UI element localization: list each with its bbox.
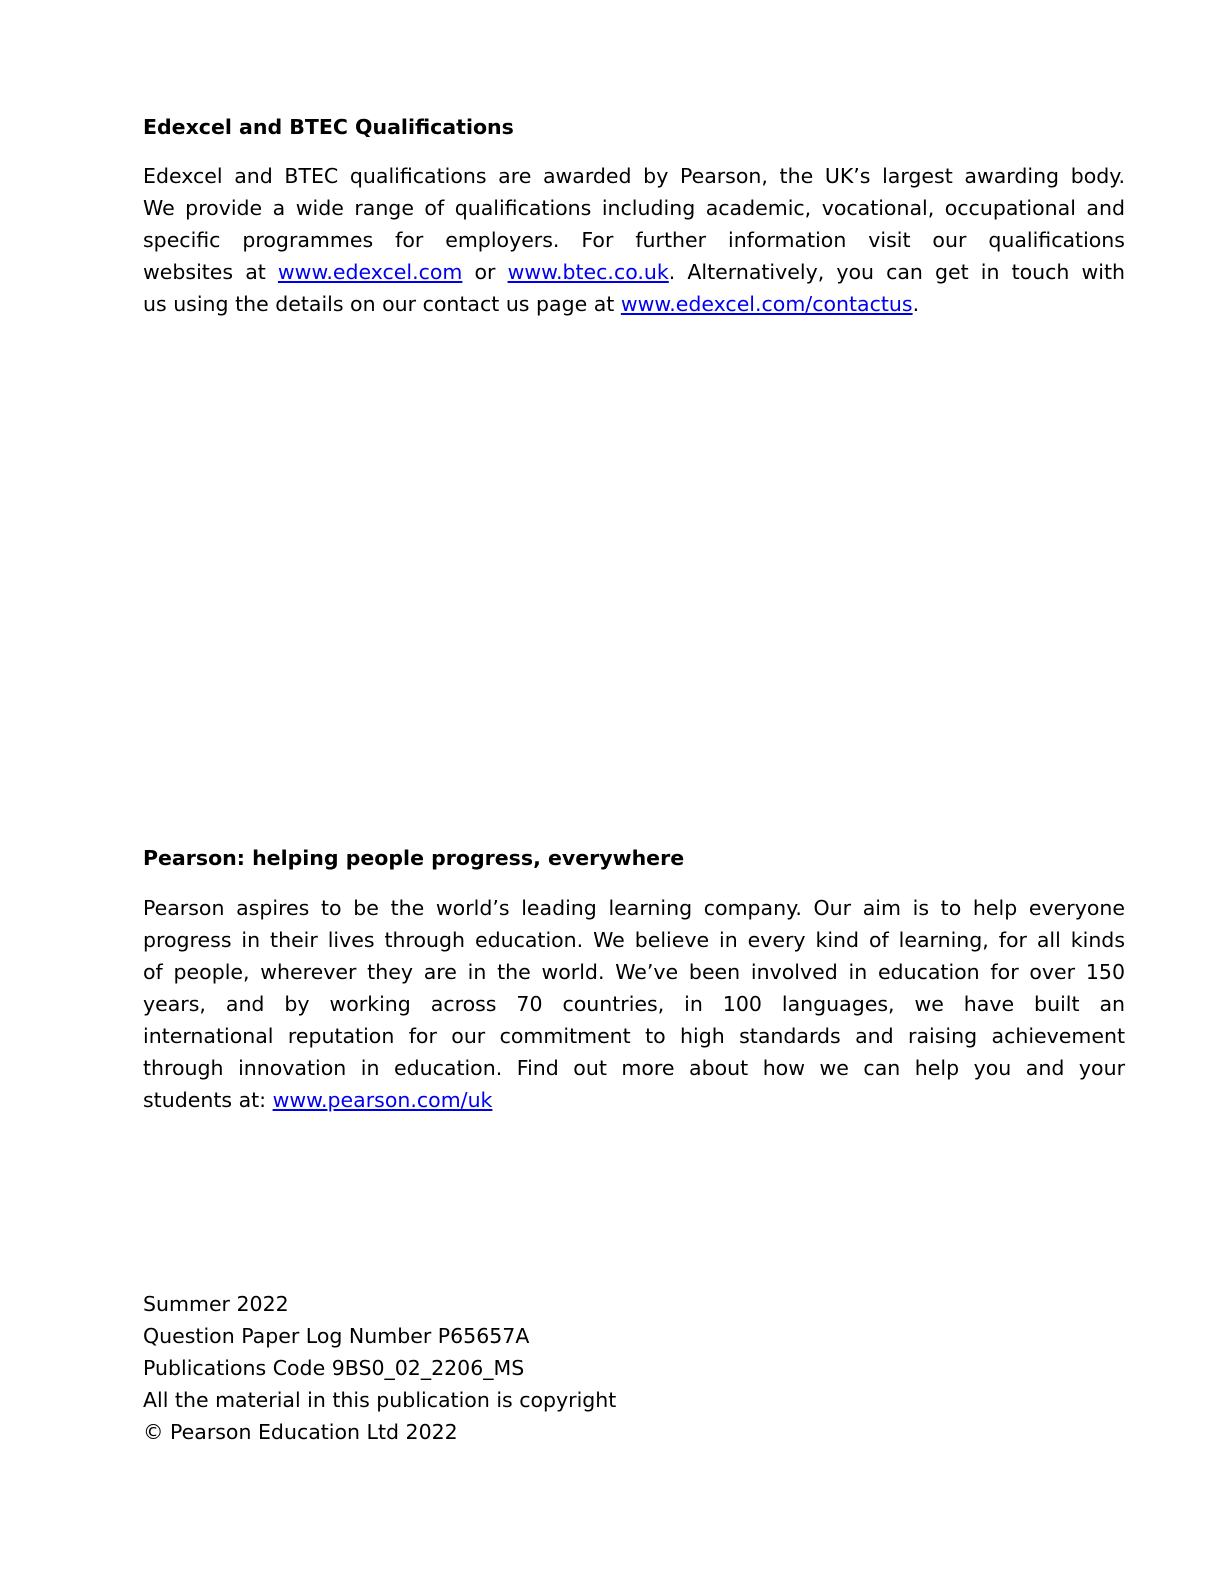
section-heading-pearson: Pearson: helping people progress, everywhere — [143, 846, 685, 870]
text-fragment: . Alternatively, you can get in touch with — [668, 260, 1125, 284]
text-fragment: websites at — [143, 260, 278, 284]
text-fragment: or — [462, 260, 508, 284]
paragraph-line: international reputation for our commitment to high standards and raising achievement — [143, 1024, 1125, 1048]
paragraph-line: years, and by working across 70 countries, in 100 languages, we have built an — [143, 992, 1125, 1016]
pearson-uk-link[interactable]: www.pearson.com/uk — [272, 1088, 493, 1112]
paragraph-line: Edexcel and BTEC qualifications are awarded by Pearson, the UK’s largest awarding body. — [143, 164, 1125, 188]
btec-website-link[interactable]: www.btec.co.uk — [507, 260, 669, 284]
qualifications-paragraph — [143, 160, 1125, 320]
footer-season: Summer 2022 — [143, 1292, 289, 1316]
footer-copyright-note: All the material in this publication is copyright — [143, 1388, 617, 1412]
text-fragment: students at: — [143, 1088, 273, 1112]
paragraph-line: We provide a wide range of qualifications including academic, vocational, occupational and — [143, 196, 1125, 220]
paragraph-line: of people, wherever they are in the world. We’ve been involved in education for over 150 — [143, 960, 1125, 984]
footer-log-number: Question Paper Log Number P65657A — [143, 1324, 530, 1348]
paragraph-line: progress in their lives through education. We believe in every kind of learning, for all kinds — [143, 928, 1125, 952]
pearson-paragraph — [143, 892, 1125, 1116]
publication-footer — [143, 1288, 1125, 1448]
paragraph-line — [143, 288, 1125, 320]
edexcel-website-link[interactable]: www.edexcel.com — [277, 260, 463, 284]
footer-copyright: © Pearson Education Ltd 2022 — [143, 1420, 458, 1444]
paragraph-line: through innovation in education. Find out more about how we can help you and your — [143, 1056, 1125, 1080]
paragraph-line: Pearson aspires to be the world’s leading learning company. Our aim is to help everyone — [143, 896, 1125, 920]
paragraph-line: specific programmes for employers. For further information visit our qualifications — [143, 228, 1125, 252]
section-heading-qualifications: Edexcel and BTEC Qualifications — [143, 115, 514, 139]
text-fragment: us using the details on our contact us page at — [143, 292, 621, 316]
contact-us-link[interactable]: www.edexcel.com/contactus — [620, 292, 913, 316]
paragraph-line — [143, 1084, 1125, 1116]
footer-publication-code: Publications Code 9BS0_02_2206_MS — [143, 1356, 525, 1380]
paragraph-line — [143, 256, 1125, 288]
text-fragment: . — [912, 292, 920, 316]
